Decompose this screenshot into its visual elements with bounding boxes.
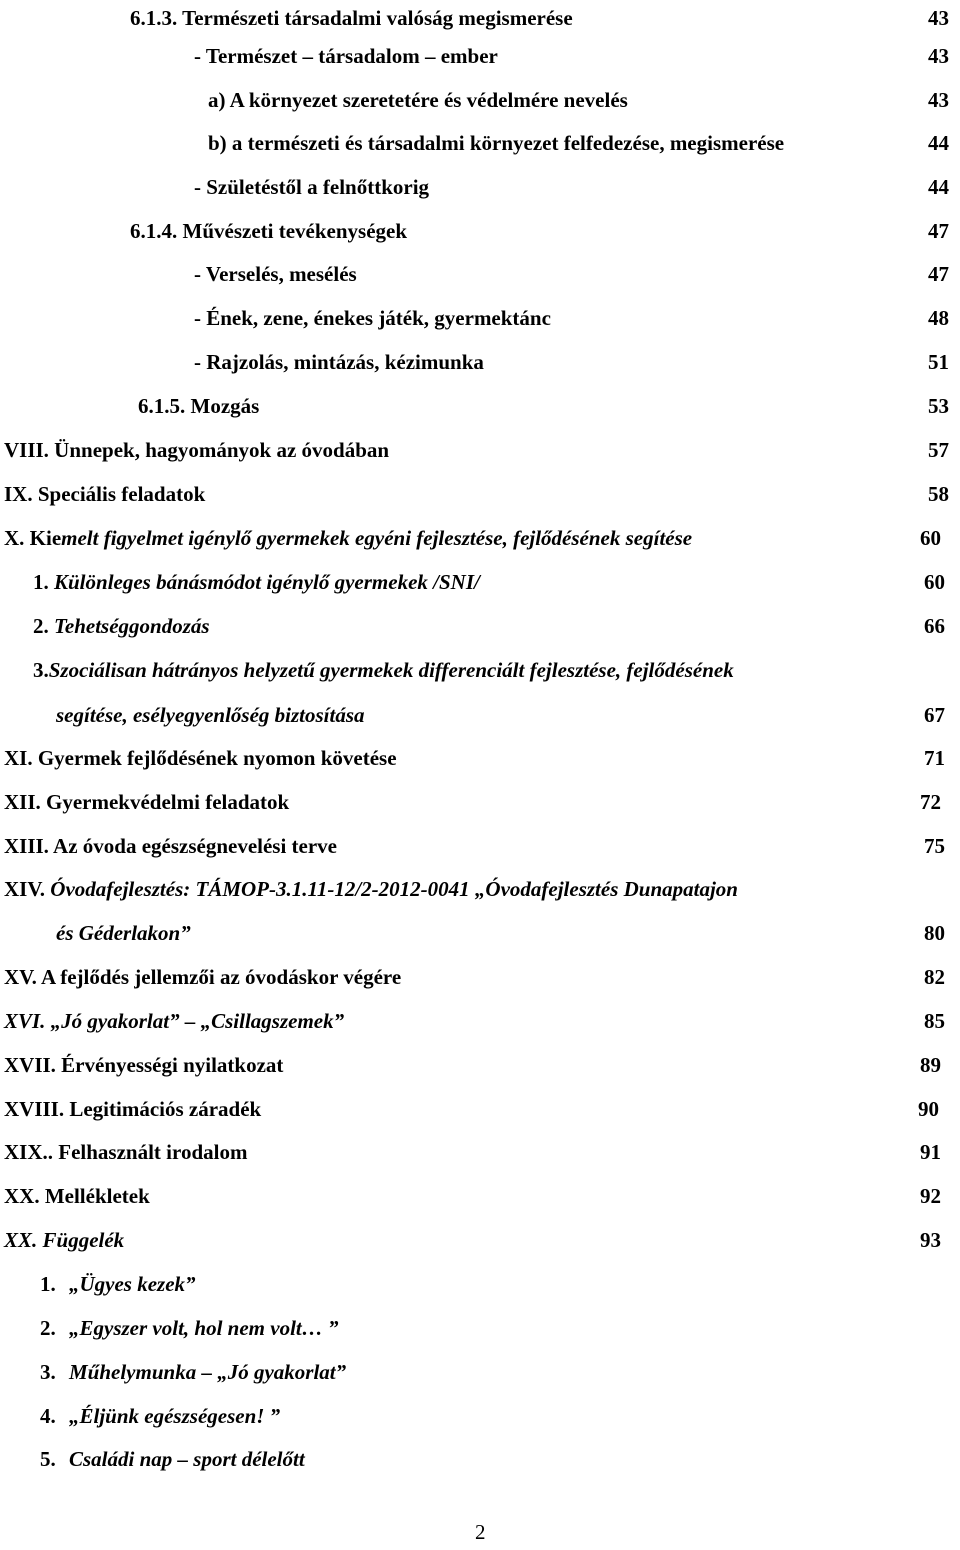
toc-entry-text: XIX.. Felhasznált irodalom — [4, 1140, 248, 1164]
toc-entry — [0, 1003, 960, 1039]
toc-entry-text: - Természet – társadalom – ember — [194, 44, 498, 68]
toc-entry — [0, 388, 960, 424]
toc-entry — [0, 959, 960, 995]
toc-entry-text — [40, 1310, 339, 1346]
toc-entry-prefix: 2. — [33, 614, 54, 638]
toc-entry-text: XVIII. Legitimációs záradék — [4, 1097, 262, 1121]
toc-entry-page: 80 — [924, 921, 945, 945]
toc-entry-prefix: X. Kie — [4, 526, 62, 550]
toc-entry — [0, 125, 960, 161]
toc-entry — [0, 871, 960, 907]
toc-entry — [0, 915, 960, 951]
toc-entry-page: 51 — [928, 350, 949, 374]
toc-entry-prefix: XIV. — [4, 877, 51, 901]
toc-entry-prefix: 3. — [33, 658, 49, 682]
toc-entry — [0, 1354, 960, 1390]
toc-entry — [0, 1398, 960, 1434]
toc-entry-text-italic: Szociálisan hátrányos helyzetű gyermekek differenciált fejlesztése, fejlődésének — [48, 658, 734, 682]
toc-entry — [0, 432, 960, 468]
toc-entry-prefix: 1. — [33, 570, 54, 594]
toc-entry-text: - Ének, zene, énekes játék, gyermektánc — [194, 306, 551, 330]
toc-entry-page: 71 — [924, 746, 945, 770]
toc-entry-text: IX. Speciális feladatok — [4, 482, 206, 506]
toc-entry-text: XVI. „Jó gyakorlat” – „Csillagszemek” — [4, 1009, 345, 1033]
toc-entry-page: 89 — [920, 1053, 941, 1077]
toc-entry — [0, 1134, 960, 1170]
toc-entry-text — [40, 1266, 196, 1302]
toc-entry-text-italic: Családi nap – sport délelőtt — [69, 1447, 305, 1471]
toc-entry-text-italic: Óvodafejlesztés: TÁMOP-3.1.11-12/2-2012-0041 „Óvodafejlesztés Dunapatajon — [50, 877, 738, 901]
toc-entry-text-italic: Különleges bánásmódot igénylő gyermekek /SNI/ — [54, 570, 480, 594]
toc-entry-page: 57 — [928, 438, 949, 462]
toc-entry-prefix: 3. — [40, 1360, 61, 1384]
toc-entry-text: XII. Gyermekvédelmi feladatok — [4, 790, 290, 814]
toc-entry — [0, 1441, 960, 1477]
toc-entry-page: 53 — [928, 394, 949, 418]
toc-entry-text — [40, 1354, 346, 1390]
toc-entry-text — [33, 652, 734, 688]
toc-entry — [0, 256, 960, 292]
toc-entry-text: 6.1.5. Mozgás — [138, 394, 260, 418]
toc-entry — [0, 1222, 960, 1258]
toc-entry-text-italic: „Éljünk egészségesen! ” — [69, 1404, 281, 1428]
toc-entry-text: 6.1.4. Művészeti tevékenységek — [130, 219, 408, 243]
toc-entry — [0, 828, 960, 864]
toc-entry-text — [4, 520, 692, 556]
toc-entry-prefix: 5. — [40, 1447, 61, 1471]
toc-entry-page: 72 — [920, 790, 941, 814]
toc-entry-page: 90 — [918, 1097, 939, 1121]
toc-entry-prefix: 4. — [40, 1404, 61, 1428]
toc-entry — [0, 1266, 960, 1302]
toc-entry-page: 43 — [928, 44, 949, 68]
toc-entry-text: XVII. Érvényességi nyilatkozat — [4, 1053, 284, 1077]
toc-entry — [0, 1310, 960, 1346]
toc-entry — [0, 0, 960, 36]
toc-entry-page: 85 — [924, 1009, 945, 1033]
toc-entry-text-italic: „Ügyes kezek” — [69, 1272, 196, 1296]
toc-entry — [0, 520, 960, 556]
toc-entry-page: 47 — [928, 262, 949, 286]
toc-entry-text: - Rajzolás, mintázás, kézimunka — [194, 350, 484, 374]
toc-entry-text-italic: melt figyelmet igénylő gyermekek egyéni fejlesztése, fejlődésének segítése — [61, 526, 693, 550]
toc-entry-page: 44 — [928, 131, 949, 155]
toc-entry-text-italic: Műhelymunka – „Jó gyakorlat” — [69, 1360, 347, 1384]
toc-entry-page: 93 — [920, 1228, 941, 1252]
toc-entry — [0, 784, 960, 820]
toc-entry-text: segítése, esélyegyenlőség biztosítása — [56, 703, 365, 727]
toc-entry — [0, 344, 960, 380]
toc-entry-text — [33, 608, 210, 644]
toc-entry-text: 6.1.3. Természeti társadalmi valóság megismerése — [130, 6, 573, 30]
toc-entry-text-italic: Tehetséggondozás — [54, 614, 210, 638]
toc-entry — [0, 300, 960, 336]
toc-entry-page: 60 — [920, 526, 941, 550]
toc-entry-text: XX. Mellékletek — [4, 1184, 150, 1208]
toc-entry-text: és Géderlakon” — [56, 921, 191, 945]
toc-entry-text: b) a természeti és társadalmi környezet felfedezése, megismerése — [208, 131, 785, 155]
toc-entry-page: 92 — [920, 1184, 941, 1208]
toc-entry-page: 48 — [928, 306, 949, 330]
toc-entry — [0, 608, 960, 644]
toc-entry — [0, 476, 960, 512]
toc-entry — [0, 1178, 960, 1214]
toc-entry-page: 43 — [928, 88, 949, 112]
toc-entry-text: XIII. Az óvoda egészségnevelési terve — [4, 834, 338, 858]
toc-entry — [0, 38, 960, 74]
toc-entry-text: VIII. Ünnepek, hagyományok az óvodában — [4, 438, 390, 462]
toc-entry-text: a) A környezet szeretetére és védelmére nevelés — [208, 88, 628, 112]
toc-entry-page: 60 — [924, 570, 945, 594]
toc-entry — [0, 564, 960, 600]
toc-entry — [0, 740, 960, 776]
toc-entry-page: 44 — [928, 175, 949, 199]
toc-entry-prefix: 2. — [40, 1316, 61, 1340]
toc-entry-page: 82 — [924, 965, 945, 989]
toc-entry — [0, 697, 960, 733]
toc-entry-page: 58 — [928, 482, 949, 506]
toc-entry — [0, 1091, 960, 1127]
toc-entry-text: XX. Függelék — [4, 1228, 125, 1252]
toc-entry-text: - Verselés, mesélés — [194, 262, 357, 286]
toc-entry-text — [4, 871, 738, 907]
toc-entry-page: 43 — [928, 6, 949, 30]
toc-entry-page: 67 — [924, 703, 945, 727]
page-number: 2 — [475, 1520, 486, 1544]
toc-entry-text: XI. Gyermek fejlődésének nyomon követése — [4, 746, 397, 770]
toc-entry — [0, 213, 960, 249]
toc-entry-prefix: 1. — [40, 1272, 61, 1296]
toc-entry-text: XV. A fejlődés jellemzői az óvodáskor végére — [4, 965, 402, 989]
toc-entry-text-italic: „Egyszer volt, hol nem volt… ” — [69, 1316, 339, 1340]
toc-entry — [0, 1047, 960, 1083]
toc-entry-text: - Születéstől a felnőttkorig — [194, 175, 430, 199]
toc-entry — [0, 82, 960, 118]
toc-entry-page: 66 — [924, 614, 945, 638]
toc-entry — [0, 652, 960, 688]
toc-entry-page: 91 — [920, 1140, 941, 1164]
toc-entry-text — [33, 564, 480, 600]
toc-entry — [0, 169, 960, 205]
toc-entry-text — [40, 1398, 280, 1434]
toc-entry-page: 75 — [924, 834, 945, 858]
toc-entry-text — [40, 1441, 305, 1477]
toc-entry-page: 47 — [928, 219, 949, 243]
